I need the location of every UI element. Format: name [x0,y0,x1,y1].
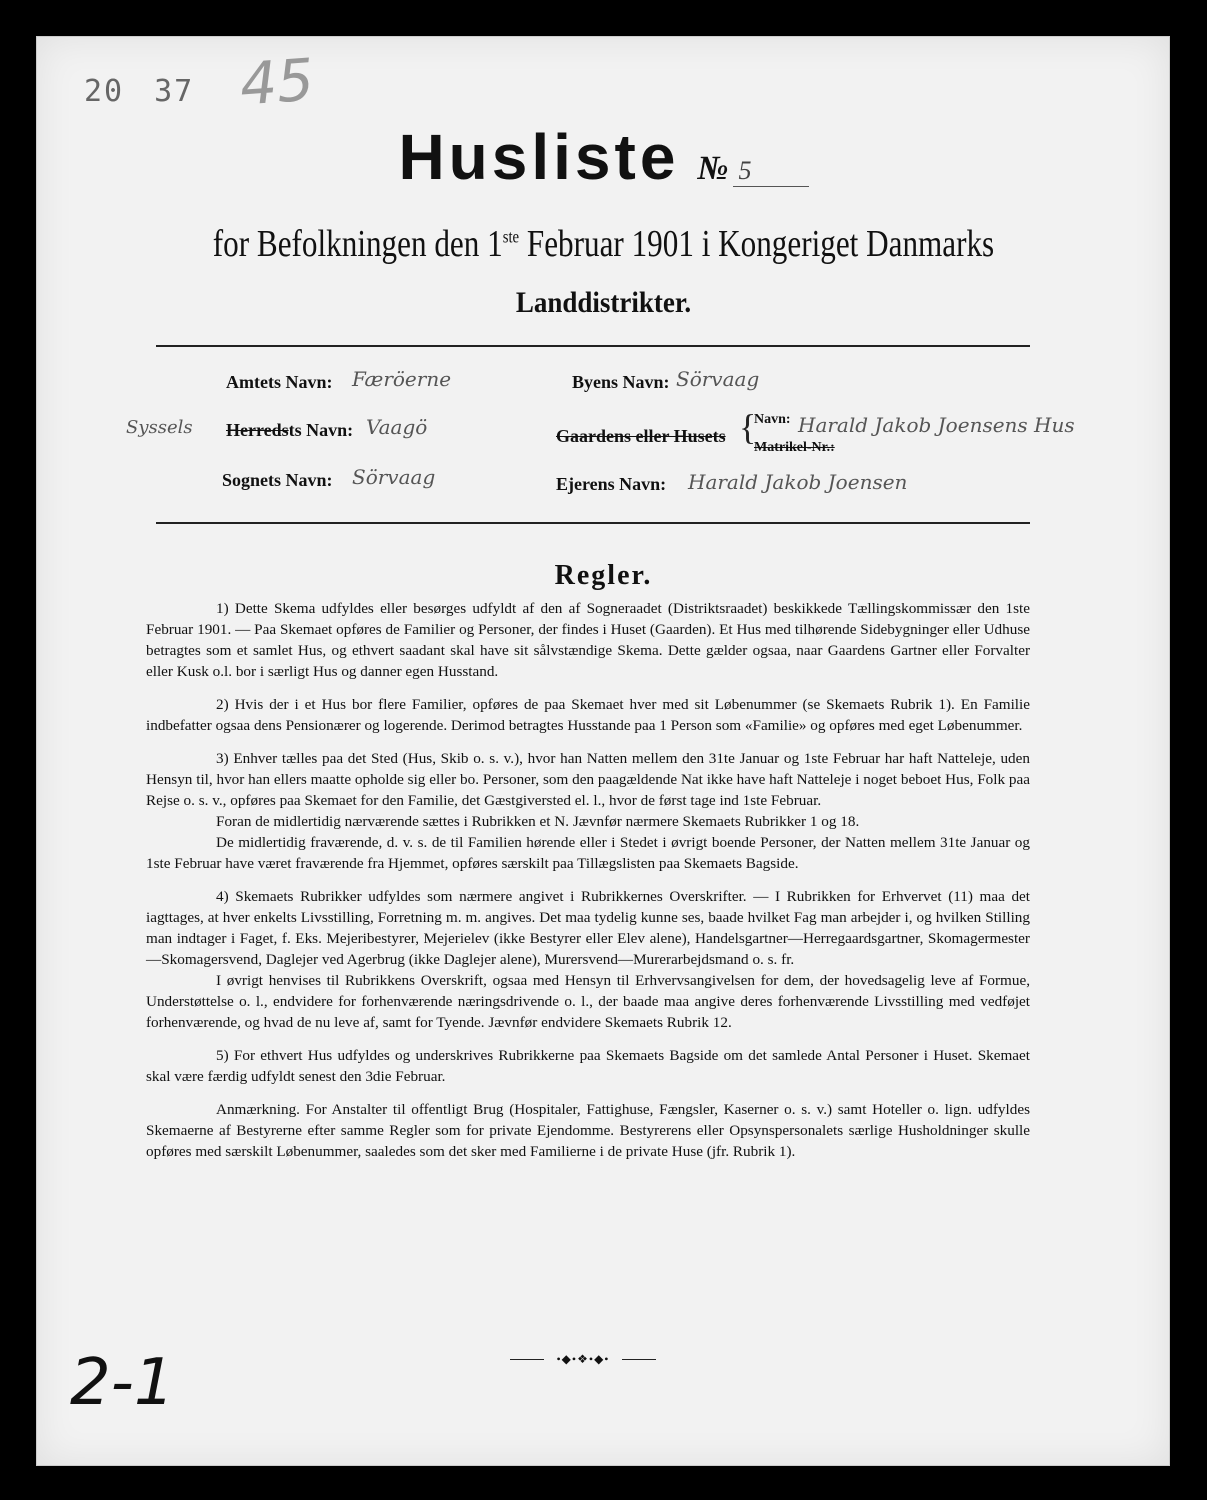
stamp-number-2: 37 [154,74,195,109]
rule-2: 2) Hvis der i et Hus bor flere Familier, opføres de paa Skemaet hver med sit Løbenummer (se Skemaets Rubrik 1). En Familie indbefatter ogsaa dens Pensionærer og logerende. Derimod betragtes Husstande paa 1 Person som «Familie» og opføres med eget Løbenummer. [146,696,1030,734]
rule-4-cont: I øvrigt henvises til Rubrikkens Overskrift, ogsaa med Hensyn til Erhvervsangivelsen for dem, der hovedsagelig leve af Formue, Understøttelse o. l., endvidere for forhenværende næringsdrivende o. l., der baade maa angive deres forhenværende Livsstilling med vedføjet forhenværende, og hvad de nu leve af, samt for Tyende. Jævnfør endvidere Skemaets Rubrik 12. [146,972,1030,1031]
rule-3-note-n: Foran de midlertidig nærværende sættes i Rubrikken et N. Jævnfør nærmere Skemaets Rubrikker 1 og 18. [216,813,860,830]
by-label: Byens Navn: [572,372,670,392]
gaard-label: Gaardens eller Husets [556,426,726,446]
sysselets-handwritten: Syssels [126,417,193,438]
sogn-label: Sognets Navn: [222,470,333,490]
stamp-numbers [84,74,194,109]
document-title [0,120,1207,194]
herred-label-struck: Herreds [226,420,289,440]
subtitle-part-1: for Befolkningen den 1 [212,223,503,265]
amt-label: Amtets Navn: [226,372,333,392]
rule-3: 3) Enhver tælles paa det Sted (Hus, Skib o. s. v.), hvor han Natten mellem den 31te Januar og 1ste Februar har haft Natteleje, uden Hensyn til, hvor han ellers maatte opholde sig eller bo. Personer, som den paagældende Nat ikke have haft Natteleje i noget beboet Hus, Folk paa Rejse o. s. v., opføres paa Skemaet for den Familie, det Gæstgiversted el. l., hvor de først tage ind 1ste Februar. [146,750,1030,809]
rule-3-absent: De midlertidig fraværende, d. v. s. de til Familien hørende eller i Stedet i øvrigt boende Personer, der Natten mellem 31te Januar og 1ste Februar have været fraværende fra Hjemmet, opføres særskilt paa Tillægslisten paa Skemaets Bagside. [146,834,1030,872]
ornament-divider: •◆•❖•◆• [510,1352,656,1367]
by-value: Sörvaag [676,367,760,391]
rule-5: 5) For ethvert Hus udfyldes og underskrives Rubrikkerne paa Skemaets Bagside om det samlede Antal Personer i Huset. Skemaet skal være færdig udfyldt senest den 3die Februar. [146,1047,1030,1085]
subtitle-part-2: Februar 1901 i Kongeriget Danmarks [519,223,995,265]
amt-value: Færöerne [352,367,452,391]
brace: { [739,407,757,447]
subtitle-district: Landdistrikter. [515,286,692,319]
subtitle [109,222,1099,266]
number-sign: № [697,150,729,187]
herred-value: Vaagö [366,415,428,439]
title-main: Husliste [398,121,680,193]
ejer-label: Ejerens Navn: [556,474,667,494]
divider-bottom [156,522,1030,524]
handwritten-number-top: 45 [237,45,317,119]
list-number: 5 [733,156,809,187]
handwritten-number-bottom: 2-1 [70,1346,175,1420]
gaard-value: Harald Jakob Joensens Hus [798,413,1075,437]
ejer-value: Harald Jakob Joensen [688,470,908,494]
sogn-value: Sörvaag [352,465,436,489]
divider-top [156,345,1030,347]
rule-4: 4) Skemaets Rubrikker udfyldes som nærmere angivet i Rubrikkernes Overskrifter. — I Rubrikken for Erhvervet (11) maa det iagttages, at hver enkelts Livsstilling, Forretning m. m. angives. Det maa tydelig kunne ses, baade hvilket Fag man arbejder i, og hvilken Stilling man indtager i Faget, f. Eks. Mejeribestyrer, Mejerielev (ikke Bestyrer eller Elev alene), Handelsgartner—Herregaardsgartner, Skomagermester—Skomagersvend, Daglejer ved Agerbrug (ikke Daglejer alene), Murersvend—Murerarbejdsmand o. s. fr. [146,888,1030,968]
subtitle-sup: ste [502,226,520,247]
matrikel-sublabel: Matrikel-Nr.: [754,440,835,455]
annotation: Anmærkning. For Anstalter til offentligt Brug (Hospitaler, Fattighuse, Fængsler, Kaserner o. s. v.) samt Hoteller o. lign. udfyldes Skemaerne af Bestyrerne efter samme Regler som for private Ejendomme. Bestyrerens eller Opsynspersonalets særlige Husholdninger skulle opføres med særskilt Løbenummer, saaledes som det sker med Familierne i de private Huse (jfr. Rubrik 1). [146,1101,1030,1160]
rules-body [146,598,1030,1174]
rule-1: 1) Dette Skema udfyldes eller besørges udfyldt af den af Sogneraadet (Distriktsraadet) beskikkede Tællingskommissær den 1ste Februar 1901. — Paa Skemaet opføres de Familier og Personer, der findes i Huset (Gaarden). Et Hus med tilhørende Sidebygninger eller Udhuse betragtes som et samlet Hus, og ethvert saadant skal have sit sålvstændige Skema. Dette gælder ogsaa, naar Gaardens Gartner eller Forvalter eller Kusk o.l. bor i særligt Hus og danner egen Husstand. [146,600,1030,680]
herred-label-rest: ts Navn: [288,420,354,440]
herred-label [226,420,353,441]
stamp-number-1: 20 [84,74,125,109]
rules-heading: Regler. [554,560,653,591]
navn-sublabel: Navn: [754,412,791,427]
